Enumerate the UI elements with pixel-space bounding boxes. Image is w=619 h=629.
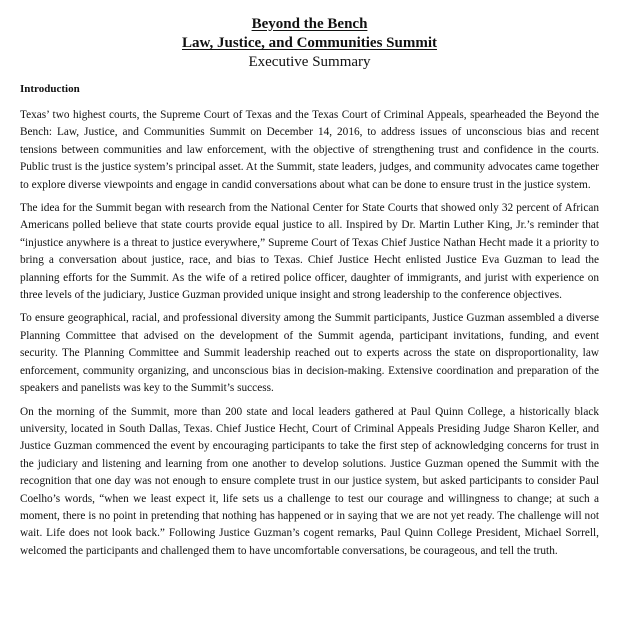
section-heading-introduction: Introduction [20, 83, 80, 95]
document-title-block [20, 15, 599, 72]
paragraph-2: The idea for the Summit began with research from the National Center for State Courts that showed only 32 percent of African Americans polled believe that state courts provide equal justice to all. Inspired by Dr. Martin Luther King, Jr.’s reminder that “injustice anywhere is a threat to justice everywhere,” Supreme Court of Texas Chief Justice Nathan Hecht made it a priority to bring a conversation about justice, race, and bias to Texas. Chief Justice Hecht enlisted Justice Eva Guzman to lead the planning efforts for the Summit. As the wife of a retired police officer, daughter of immigrants, and jurist with experience on three levels of the judiciary, Justice Guzman provided unique insight and strong leadership to the conference objectives. [20, 202, 599, 302]
paragraph-4: On the morning of the Summit, more than 200 state and local leaders gathered at Paul Quinn College, a historically black university, located in South Dallas, Texas. Chief Justice Hecht, Court of Criminal Appeals Presiding Judge Sharon Keller, and Justice Guzman commenced the event by encouraging participants to take the first step of acknowledging concerns for trust in the judiciary and listening and learning from one another to develop solutions. Justice Guzman opened the Summit with the recognition that one day was not enough to ensure complete trust in our justice system, but asked participants to consider Paul Coelho’s words, “when we least expect it, life sets us a challenge to test our courage and willingness to change; at such a moment, there is no point in pretending that nothing has happened or in saying that we are not yet ready. The challenge will not wait. Life does not look back.” Following Justice Guzman’s cogent remarks, Paul Quinn College President, Michael Sorrell, welcomed the participants and challenged them to have uncomfortable conversations, be courageous, and tell the truth. [20, 405, 599, 557]
document-subtitle: Executive Summary [248, 54, 371, 70]
paragraph-1: Texas’ two highest courts, the Supreme Court of Texas and the Texas Court of Criminal Appeals, spearheaded the Beyond the Bench: Law, Justice, and Communities Summit on December 14, 2016, to address issues of unconscious bias and recent tensions between communities and law enforcement, with the objective of strengthening trust and confidence in the courts. Public trust is the justice system’s principal asset. At the Summit, state leaders, judges, and community advocates came together to explore diverse viewpoints and engage in candid conversations about what can be done to ensure trust in the justice system. [20, 109, 599, 191]
document-title: Beyond the Bench [251, 16, 368, 32]
document-title-secondary: Law, Justice, and Communities Summit [181, 35, 438, 51]
paragraph-3: To ensure geographical, racial, and professional diversity among the Summit participants, Justice Guzman assembled a diverse Planning Committee that advised on the development of the Summit agenda, participant invitations, funding, and event security. The Planning Committee and Summit leadership reached out to experts across the state on disproportionality, law enforcement, community organizing, and unconscious bias in decision-making. Extensive coordination and preparation of the speakers and panelists was key to the Summit’s success. [20, 312, 599, 395]
